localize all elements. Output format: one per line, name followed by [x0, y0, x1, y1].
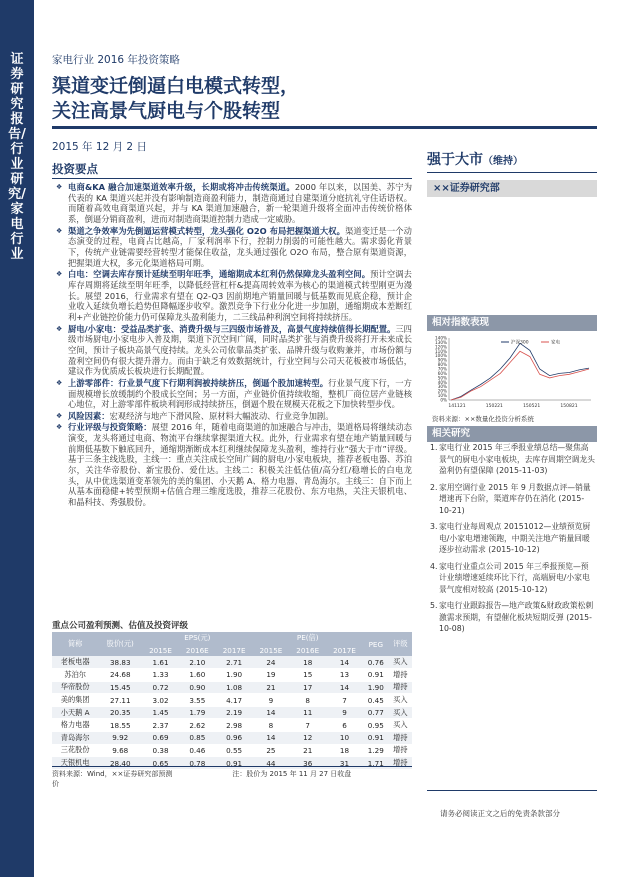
cell-rating: 增持	[389, 732, 412, 745]
table-row	[52, 656, 412, 669]
y-tick-label: 100%	[435, 353, 447, 359]
table-row	[52, 744, 412, 757]
investment-point	[56, 226, 412, 269]
investment-point-lead: 行业评级与投资策略：	[68, 422, 152, 433]
y-tick-label: 50%	[437, 375, 447, 381]
cell-eps-1: 0.46	[179, 744, 216, 757]
title-divider	[52, 126, 597, 129]
cell-pe-2: 18	[326, 744, 363, 757]
cell-eps-1: 1.79	[179, 706, 216, 719]
cell-eps-0: 0.69	[142, 732, 179, 745]
table-row	[52, 681, 412, 694]
y-tick-label: 10%	[437, 393, 447, 399]
cell-pe-0: 44	[253, 757, 290, 770]
cell-pe-2: 14	[326, 656, 363, 669]
cell-pe-0: 14	[253, 706, 290, 719]
col-eps: EPS(元)	[142, 632, 252, 644]
related-item-text: 家电行业重点公司 2015 年三季报预览—预计业绩增速延续环比下行，高端厨电/小家电景气度相对较高 (2015-10-12)	[439, 561, 590, 594]
investment-point-body: 预计空调去库存周期将延续至明年旺季，以降低经营杠杆&提高周转效率为核心的渠道模式转型刚更为漫长。展望 2016，行业需求有望在 Q2-Q3 因前期地产销量回暖与低基数而见底企稳，预计企业收入延续负增长趋势但降幅逐步收窄。激烈竞争下行业分化进一步加剧，通缩期成本差断红利+产业链控价能力仍可保障龙头盈利能力，二三线品种利润空间将持续挤压。	[68, 269, 412, 323]
y-tick-label: 140%	[435, 335, 447, 341]
sidebar	[0, 0, 34, 877]
x-tick-label: 150821	[560, 404, 578, 409]
cell-price: 20.35	[98, 706, 142, 719]
industry-rating	[427, 149, 523, 169]
investment-point-body: 展望 2016 年，随着电商渠道的加速融合与冲击，渠道格局将继续动态演变，龙头将通过电商、物流平台继续掌握渠道大权。此外，行业需求有望在地产销量回暖与前期低基数下触底回升，通缩期渐断成本红利继续保障龙头盈利，维持行业“强大于市”评级。基于三条主线选股，主线一：重点关注成长空间广阔的厨电/小家电板块，推荐老板电器、苏泊尔，关注华帝股份、新宝股份、爱仕达。主线二：积极关注低估值/高分红/稳增长的白电龙头，从中优选渠道变革领先的美的集团、小天鹅 A、格力电器、青岛海尔。主线三：自下而上从基本面稳健+转型预期+估值合理三维度选股，推荐三花股份、东方电热，关注天银机电、和晶科技、秀强股份。	[68, 422, 412, 508]
investment-heading: 投资要点	[52, 162, 98, 176]
related-item-number: 5.	[430, 601, 438, 610]
y-tick-label: 80%	[437, 362, 447, 368]
cell-name: 三花股份	[52, 744, 98, 757]
cell-eps-0: 1.33	[142, 669, 179, 682]
cell-peg: 0.91	[363, 732, 389, 745]
cell-name: 青岛海尔	[52, 732, 98, 745]
investment-point-body: 渠道变迁是一个动态演变的过程，电商占比越高，厂家利润率下行，控制力削弱的可能性越大。需求弱化背景下，传统产业链需要经营转型才能保住收益，龙头通过强化 O2O 布局，整合原有渠道资源，把握渠道大权，多元化渠道格局可期。	[68, 225, 412, 268]
series-line-1	[451, 351, 589, 400]
cell-pe-0: 9	[253, 694, 290, 707]
related-item-text: 家电行业 2015 年三季报业绩总结—聚焦高景气的厨电小家电板块，去库存周期空调龙头盈利仍有望保障 (2015-11-03)	[439, 443, 595, 475]
legend-label: 家电	[551, 340, 560, 346]
forecast-source-text: 资料来源：Wind，××证券研究部预测	[52, 770, 173, 778]
cell-price: 24.68	[98, 669, 142, 682]
investment-point	[56, 324, 412, 378]
cell-name: 美的集团	[52, 694, 98, 707]
cell-pe-2: 31	[326, 757, 363, 770]
pe-year-1: 2015E	[253, 644, 290, 656]
cell-eps-2: 1.08	[216, 681, 253, 694]
related-item-text: 家用空调行业 2015 年 9 月数据点评—销量增速再下台阶，渠道库存仍在消化 (2015-10-21)	[439, 482, 591, 515]
related-item-text: 家电行业跟踪报告—地产政策&财政政策松刺激需求预期，有望催化板块短期反弹 (2015-10-08)	[439, 601, 594, 633]
cell-name: 格力电器	[52, 719, 98, 732]
investment-points	[56, 182, 412, 509]
investment-point	[56, 378, 412, 410]
related-item-number: 4.	[430, 561, 438, 571]
rating-value: 强于大市	[427, 152, 483, 168]
title-line-1: 渠道变迁倒逼白电模式转型，	[52, 75, 300, 97]
cell-pe-1: 15	[289, 669, 326, 682]
investment-point-lead: 上游零部件：行业景气度下行期利润被持续挤压，倒逼个股加速转型。	[68, 377, 329, 388]
legend-label: 沪深300	[511, 340, 529, 346]
index-chart-source: 资料来源：××数量化投资分析系统	[432, 415, 534, 423]
cell-name: 小天鹅 A	[52, 706, 98, 719]
related-research-list	[430, 442, 595, 640]
table-row	[52, 694, 412, 707]
cell-rating: 买入	[389, 694, 412, 707]
cell-pe-2: 14	[326, 681, 363, 694]
cell-pe-0: 24	[253, 656, 290, 669]
cell-pe-2: 7	[326, 694, 363, 707]
cell-pe-1: 21	[289, 744, 326, 757]
cell-eps-1: 0.78	[179, 757, 216, 770]
cell-rating: 买入	[389, 719, 412, 732]
cell-eps-0: 1.61	[142, 656, 179, 669]
related-item[interactable]	[430, 561, 595, 596]
cell-price: 15.45	[98, 681, 142, 694]
related-item-number: 2.	[430, 482, 438, 492]
disclaimer-footer: 请务必阅读正文之后的免责条款部分	[440, 809, 560, 818]
cell-name: 老板电器	[52, 656, 98, 669]
related-item[interactable]	[430, 521, 595, 556]
cell-eps-2: 0.91	[216, 757, 253, 770]
investment-point	[56, 411, 412, 422]
cell-eps-0: 0.65	[142, 757, 179, 770]
cell-peg: 0.77	[363, 706, 389, 719]
cell-pe-0: 19	[253, 669, 290, 682]
investment-point-lead: 渠道之争效率为先倒逼运营模式转型，龙头强化 O2O 布局把握渠道大权。	[68, 225, 346, 236]
cell-pe-1: 18	[289, 656, 326, 669]
related-item-number: 1.	[430, 443, 438, 452]
cell-pe-1: 36	[289, 757, 326, 770]
index-chart-heading: 相对指数表现	[427, 315, 597, 331]
cell-eps-1: 2.10	[179, 656, 216, 669]
cell-pe-1: 7	[289, 719, 326, 732]
table-row	[52, 732, 412, 745]
cell-eps-0: 0.38	[142, 744, 179, 757]
y-tick-label: 130%	[435, 339, 447, 345]
cell-eps-1: 1.60	[179, 669, 216, 682]
report-series: 家电行业 2016 年投资策略	[52, 54, 180, 66]
cell-name: 天银机电	[52, 757, 98, 770]
cell-price: 9.68	[98, 744, 142, 757]
cell-pe-1: 12	[289, 732, 326, 745]
cell-price: 28.40	[98, 757, 142, 770]
cell-pe-1: 17	[289, 681, 326, 694]
col-peg: PEG	[363, 632, 389, 656]
investment-point-lead: 风险因素：	[68, 410, 110, 421]
related-divider	[427, 790, 597, 791]
cell-eps-2: 2.19	[216, 706, 253, 719]
investment-divider	[52, 178, 412, 179]
rating-note: （维持）	[483, 156, 523, 167]
cell-price: 9.92	[98, 732, 142, 745]
cell-eps-0: 0.72	[142, 681, 179, 694]
cell-eps-2: 2.71	[216, 656, 253, 669]
investment-point	[56, 182, 412, 225]
y-tick-label: 20%	[437, 388, 447, 394]
index-chart	[427, 334, 597, 412]
cell-eps-1: 0.85	[179, 732, 216, 745]
cell-name: 苏泊尔	[52, 669, 98, 682]
cell-peg: 0.91	[363, 669, 389, 682]
x-tick-label: 150521	[523, 404, 541, 409]
cell-pe-0: 14	[253, 732, 290, 745]
related-heading: 相关研究	[427, 426, 597, 442]
cell-pe-2: 13	[326, 669, 363, 682]
page-title	[52, 74, 299, 124]
cell-price: 38.83	[98, 656, 142, 669]
index-chart-svg	[427, 334, 597, 412]
related-item-number: 3.	[430, 522, 438, 531]
cell-pe-0: 25	[253, 744, 290, 757]
eps-year-3: 2017E	[216, 644, 253, 656]
broker-name: ××证券研究部	[427, 180, 597, 197]
cell-price: 27.11	[98, 694, 142, 707]
cell-rating: 买入	[389, 706, 412, 719]
cell-peg: 1.29	[363, 744, 389, 757]
investment-point-body: 宏观经济与地产下滑风险、原材料大幅波动、行业竞争加剧。	[109, 410, 334, 421]
report-date: 2015 年 12 月 2 日	[52, 141, 147, 153]
cell-eps-1: 3.55	[179, 694, 216, 707]
col-pe: PE(倍)	[253, 632, 363, 644]
related-item[interactable]	[430, 482, 595, 517]
table-row	[52, 706, 412, 719]
cell-pe-1: 8	[289, 694, 326, 707]
cell-eps-1: 2.62	[179, 719, 216, 732]
cell-price: 18.55	[98, 719, 142, 732]
related-item[interactable]	[430, 600, 595, 635]
rating-divider	[427, 172, 597, 173]
investment-point	[56, 269, 412, 323]
forecast-table	[52, 632, 412, 770]
cell-eps-2: 1.90	[216, 669, 253, 682]
investment-point-lead: 白电：空调去库存预计延续至明年旺季，通缩期成本红利仍然保障龙头盈利空间。	[68, 269, 371, 280]
cell-pe-2: 10	[326, 732, 363, 745]
cell-name: 华帝股份	[52, 681, 98, 694]
y-tick-label: 110%	[435, 348, 447, 354]
cell-peg: 0.95	[363, 719, 389, 732]
related-item-text: 家电行业每周观点 20151012—业绩预览厨电/小家电增速领跑，中期关注地产销量回暖逐步拉动需求 (2015-10-12)	[439, 522, 591, 554]
investment-point-lead: 厨电/小家电：受益品类扩张、消费升级与三四级市场普及，高景气度持续值得长期配置。	[68, 323, 396, 334]
cell-pe-1: 11	[289, 706, 326, 719]
pe-year-3: 2017E	[326, 644, 363, 656]
col-name: 简称	[52, 632, 98, 656]
investment-point	[56, 422, 412, 508]
cell-pe-2: 6	[326, 719, 363, 732]
cell-eps-1: 0.90	[179, 681, 216, 694]
x-tick-label: 150221	[485, 404, 503, 409]
cell-eps-2: 2.98	[216, 719, 253, 732]
col-rating: 评级	[389, 632, 412, 656]
cell-eps-2: 0.96	[216, 732, 253, 745]
forecast-title: 重点公司盈利预测、估值及投资评级	[52, 621, 189, 631]
y-tick-label: 60%	[437, 370, 447, 376]
sidebar-category: 证券研究报告/行业研究/家电行业	[8, 52, 26, 262]
cell-peg: 0.45	[363, 694, 389, 707]
cell-eps-0: 3.02	[142, 694, 179, 707]
cell-rating: 买入	[389, 656, 412, 669]
y-tick-label: 90%	[437, 357, 447, 363]
eps-year-1: 2015E	[142, 644, 179, 656]
eps-year-2: 2016E	[179, 644, 216, 656]
cell-rating: 增持	[389, 669, 412, 682]
cell-rating: 增持	[389, 681, 412, 694]
table-row	[52, 669, 412, 682]
cell-eps-0: 2.37	[142, 719, 179, 732]
cell-peg: 1.71	[363, 757, 389, 770]
investment-point-lead: 电商&KA 融合加速渠道效率升级，长期或将冲击传统渠道。	[68, 182, 295, 192]
y-tick-label: 70%	[437, 366, 447, 372]
cell-peg: 1.90	[363, 681, 389, 694]
investment-point-body: 行业景气度下行，一方面规模增长放缓制约个股成长空间；另一方面，产业链价值持续收缩，整机厂商位居产业链核心地位，对上游零部件板块利润形成持续挤压，倒逼个股在规模天花板之下加快转型步伐。	[68, 377, 412, 410]
forecast-note: 注：股价为 2015 年 11 月 27 日收盘价	[52, 770, 352, 788]
y-tick-label: 30%	[437, 384, 447, 390]
cell-eps-2: 4.17	[216, 694, 253, 707]
y-tick-label: 40%	[437, 379, 447, 385]
cell-eps-2: 0.55	[216, 744, 253, 757]
y-tick-label: 120%	[435, 344, 447, 350]
cell-rating: 增持	[389, 744, 412, 757]
table-row	[52, 719, 412, 732]
pe-year-2: 2016E	[289, 644, 326, 656]
cell-pe-0: 21	[253, 681, 290, 694]
x-tick-label: 141121	[448, 404, 466, 409]
cell-eps-0: 1.45	[142, 706, 179, 719]
related-item[interactable]	[430, 442, 595, 477]
forecast-source	[52, 766, 412, 789]
investment-point-body: 三四级市场厨电/小家电步入普及期，渠道下沉空间广阔，同时品类扩张与消费升级将打开未来成长空间，预计子板块高景气度持续。龙头公司依靠品类扩张、品牌升级与收购兼并，市场份额与盈利空间仍有很大提升潜力。而由于缺乏有效数据统计，行业空间与公司天花板被市场低估，建议作为优质成长板块进行长期配置。	[68, 323, 412, 377]
cell-rating: 增持	[389, 757, 412, 770]
cell-peg: 0.76	[363, 656, 389, 669]
investment-point-body: 2000 年以来，以国美、苏宁为代表的 KA 渠道兴起并没有影响制造商盈利能力，制造商通过自建渠道分庭抗礼守住话语权。而随着高效电商渠道兴起，并与 KA 渠道加速融合，新一轮渠道升级将全面冲击传统价格体系，倒逼分销商盈利，进而对制造商渠道控制力造成一定威胁。	[68, 182, 412, 225]
y-tick-label: 0%	[440, 397, 447, 403]
title-line-2: 关注高景气厨电与个股转型	[52, 100, 281, 122]
col-price: 股价(元)	[98, 632, 142, 656]
cell-pe-0: 8	[253, 719, 290, 732]
cell-pe-2: 9	[326, 706, 363, 719]
